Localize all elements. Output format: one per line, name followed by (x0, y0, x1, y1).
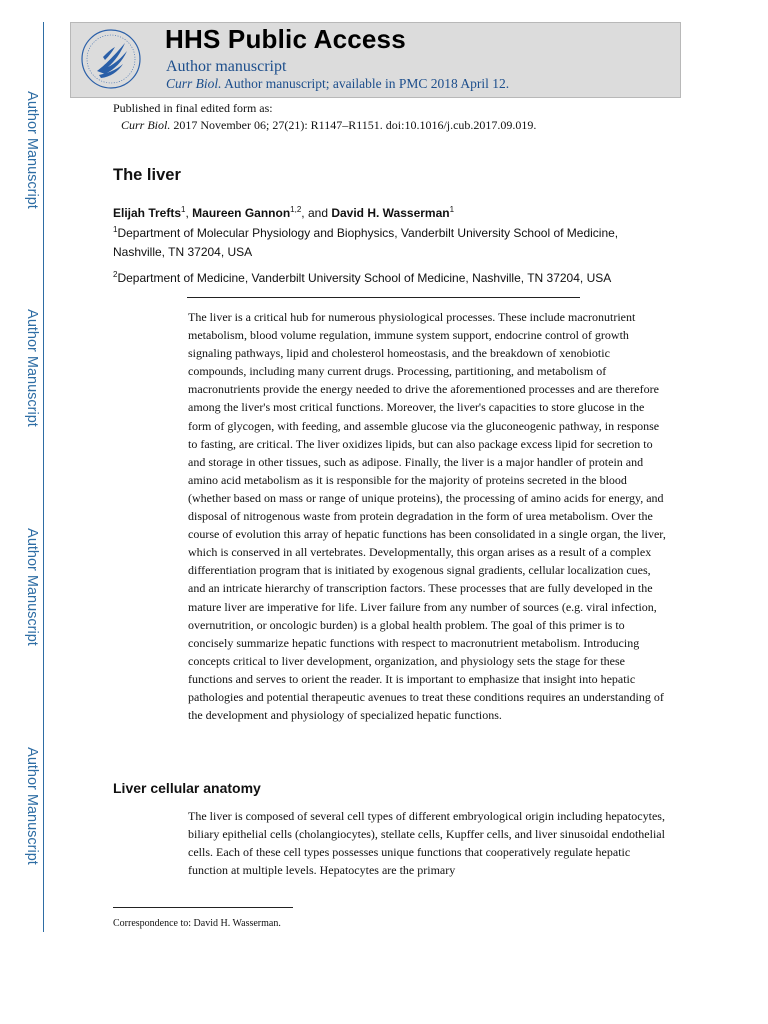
affiliation-1 (113, 224, 653, 262)
abstract-text: The liver is a critical hub for numerous physiological processes. These include macronutrient metabolism, blood volume regulation, immune system support, endocrine control of growth signaling pathways, lipid and cholesterol homeostasis, and the breakdown of xenobiotic compounds, including many current drugs. Processing, partitioning, and metabolism of macronutrients provide the energy needed to drive the aforementioned processes and are therefore among the liver's most critical functions. Moreover, the liver's capacities to store glucose in the form of glycogen, with feeding, and assemble glucose via the gluconeogenic pathway, in response to fasting, are critical. The liver oxidizes lipids, but can also package excess lipid for secretion to and storage in other tissues, such as adipose. Finally, the liver is a major handler of protein and amino acid metabolism as it is responsible for the majority of proteins secreted in the blood (whether based on mass or range of unique proteins), the processing of amino acids for energy, and disposal of nitrogenous waste from protein degradation in the form of urea metabolism. Over the course of evolution this array of hepatic functions has been consolidated in a single organ, the liver, which is conserved in all vertebrates. Developmentally, this organ arises as a result of a complex differentiation program that is initiated by exogenous signal gradients, cellular localization cues, and an intricate hierarchy of transcription factors. These processes that are fully developed in the mature liver are imperative for life. Liver failure from any number of sources (e.g. viral infection, overnutrition, or oncologic burden) is a global health problem. The goal of this primer is to concisely summarize hepatic functions with respect to macronutrient metabolism. Introducing concepts critical to liver development, organization, and physiology sets the stage for these functions and serves to orient the reader. It is important to emphasize that insight into hepatic pathologies and potential therapeutic avenues to treat these conditions requires an understanding of the development and physiology of specialized hepatic functions. (188, 310, 666, 723)
published-label: Published in final edited form as: (113, 101, 273, 115)
side-label-author-manuscript: Author Manuscript (24, 309, 40, 427)
hhs-eagle-seal-icon (79, 27, 143, 91)
author-name: Elijah Trefts (113, 206, 182, 220)
hhs-header (70, 22, 681, 98)
author-name: David H. Wasserman (331, 206, 450, 220)
side-rule (43, 22, 44, 932)
availability-line (166, 76, 509, 92)
section-heading: Liver cellular anatomy (113, 780, 261, 796)
author-affil-sup: 1,2 (290, 205, 302, 214)
author-list (113, 206, 454, 220)
affiliation-sup: 1 (113, 225, 118, 234)
affiliation-2 (113, 269, 653, 288)
affiliation-text: Department of Molecular Physiology and Biophysics, Vanderbilt University School of Medicine, Nashville, TN 37204, USA (113, 226, 619, 259)
author-separator: , and (301, 206, 332, 220)
affiliation-text: Department of Medicine, Vanderbilt University School of Medicine, Nashville, TN 37204, USA (117, 271, 612, 285)
publication-citation (121, 118, 536, 133)
article-title: The liver (113, 166, 181, 184)
affiliation-sup: 2 (113, 270, 118, 279)
author-separator: , (185, 206, 193, 220)
author-manuscript-label: Author manuscript (166, 58, 287, 75)
side-label-author-manuscript: Author Manuscript (24, 91, 40, 209)
availability-text: Author manuscript; available in PMC 2018 April 12. (221, 76, 510, 91)
author-affil-sup: 1 (181, 205, 186, 214)
side-label-author-manuscript: Author Manuscript (24, 747, 40, 865)
citation-text: 2017 November 06; 27(21): R1147–R1151. doi:10.1016/j.cub.2017.09.019. (170, 118, 537, 132)
journal-name: Curr Biol. (121, 118, 171, 132)
section-paragraph: The liver is composed of several cell types of different embryological origin including hepatocytes, biliary epithelial cells (cholangiocytes), stellate cells, Kupffer cells, and liver sinusoidal endothelial cells. Each of these cell types possesses unique functions that cooperatively regulate hepatic function at multiple levels. Hepatocytes are the primary (188, 809, 665, 878)
author-name: Maureen Gannon (192, 206, 291, 220)
side-label-author-manuscript: Author Manuscript (24, 528, 40, 646)
journal-name: Curr Biol. (166, 76, 222, 91)
abstract-rule (187, 297, 580, 298)
header-title: HHS Public Access (165, 24, 406, 54)
author-affil-sup: 1 (449, 205, 455, 214)
footnote: Correspondence to: David H. Wasserman. (113, 918, 281, 929)
footnote-rule (113, 907, 293, 908)
